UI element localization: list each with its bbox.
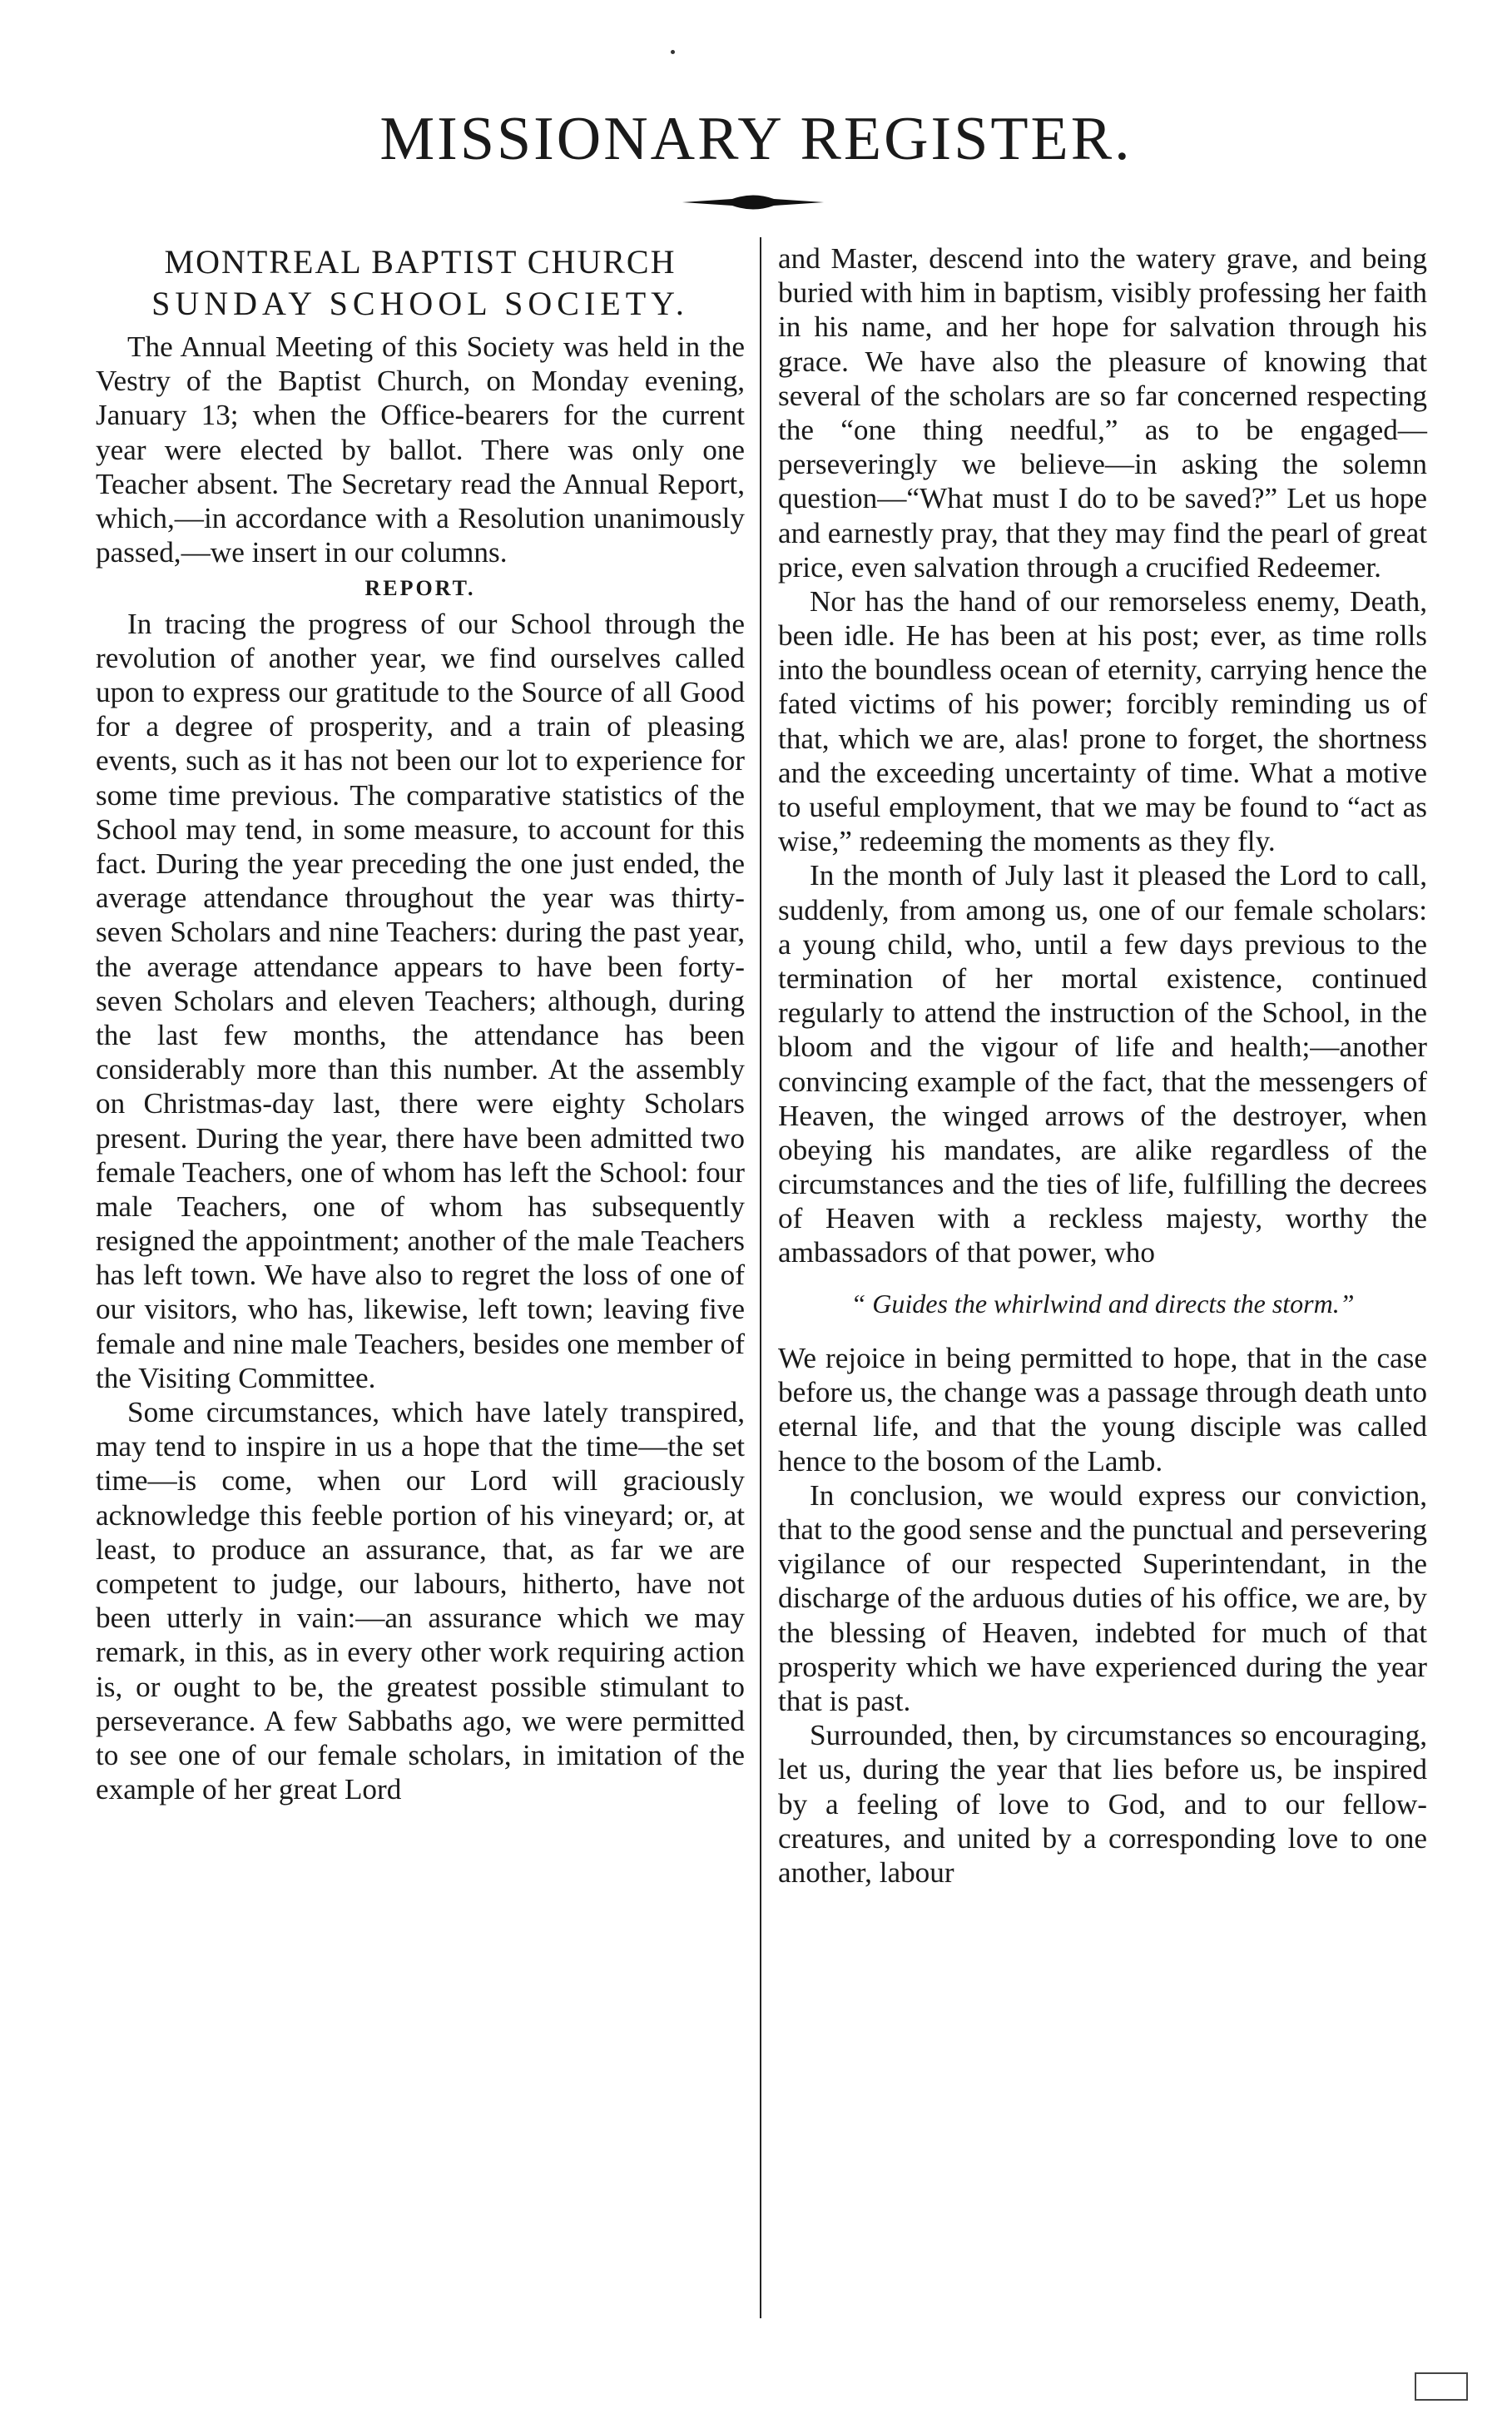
body-paragraph: In tracing the progress of our School through the revolution of another year, we find ourselves called upon to express our gratitude to the Source of all Good for a degree of prosperity, and a train of pleasing events, such as it has not been our lot to experience for some time previous. The comparative statistics of the School may tend, in some measure, to account for this fact. During the year preceding the one just ended, the average attendance throughout the year was thirty-seven Scholars and nine Teachers: during the past year, the average attendance appears to have been forty-seven Scholars and eleven Teachers; although, during the last few months, the attendance has been considerably more than this number. At the assembly on Christmas-day last, there were eighty Scholars present. During the year, there have been admitted two female Teachers, one of whom has left the School: four male Teachers, one of whom has subsequently resigned the appointment; another of the male Teachers has left town. We have also to regret the loss of one of our visitors, who has, likewise, left town; leaving five female and nine male Teachers, besides one member of the Visiting Committee. (96, 607, 745, 1394)
column-divider (760, 237, 761, 2318)
body-paragraph: Some circumstances, which have lately transpired, may tend to inspire in us a hope that the time—the set time—is come, when our Lord will graciously acknowledge this feeble portion of his vineyard; or, at least, to produce an assurance, that, as far we are competent to judge, our labours, hitherto, have not been utterly in vain:—an assurance which we may remark, in this, as in every other work requiring action is, or ought to be, the greatest possible stimulant to perseverance. A few Sabbaths ago, we were permitted to see one of our female scholars, in imitation of the example of her great Lord (96, 1396, 745, 1806)
left-column (96, 241, 745, 1806)
body-paragraph: In conclusion, we would express our conviction, that to the good sense and the punctual and persevering vigilance of our respected Superintendant, in the discharge of the arduous duties of his office, we are, by the blessing of Heaven, indebted for much of that prosperity which we have experienced during the year that is past. (778, 1478, 1427, 1717)
scan-corner-mark (1415, 2372, 1468, 2401)
body-paragraph: In the month of July last it pleased the Lord to call, suddenly, from among us, one of our female scholars: a young child, who, until a few days previous to the termination of her mortal existence, continued regularly to attend the instruction of the School, in the bloom and the vigour of life and health;—another convincing example of the fact, that the messengers of Heaven, the winged arrows of the destroyer, when obeying his mandates, are alike regardless of the circumstances and the ties of life, fulfilling the decrees of Heaven with a reckless majesty, worthy the ambassadors of that power, who (778, 859, 1427, 1269)
body-paragraph: Surrounded, then, by circumstances so encouraging, let us, during the year that lies before us, be inspired by a feeling of love to God, and to our fellow-creatures, and united by a corresponding love to one another, labour (778, 1719, 1427, 1889)
body-paragraph: We rejoice in being permitted to hope, that in the case before us, the change was a passage through death unto eternal life, and that the young disciple was called hence to the bosom of the Lamb. (778, 1342, 1427, 1478)
right-column (778, 241, 1427, 1890)
article-title-line2: SUNDAY SCHOOL SOCIETY. (151, 285, 689, 322)
intro-paragraph: The Annual Meeting of this Society was held in the Vestry of the Baptist Church, on Monday evening, January 13; when the Office-bearers for the current year were elected by ballot. There was only one Teacher absent. The Secretary read the Annual Report, which,—in accordance with a Resolution unanimously passed,—we insert in our columns. (96, 330, 745, 569)
quotation: “ Guides the whirlwind and directs the storm.” (850, 1288, 1355, 1319)
print-speck (671, 50, 675, 54)
body-paragraph: Nor has the hand of our remorseless enemy, Death, been idle. He has been at his post; ever, as time rolls into the boundless ocean of eternity, carrying hence the fated victims of his power; forcibly reminding us of that, which we are, alas! prone to forget, the shortness and the exceeding uncertainty of time. What a motive to useful employment, that we may be found to “act as wise,” redeeming the moments as they fly. (778, 584, 1427, 858)
section-heading: REPORT. (364, 576, 476, 601)
page-title: MISSIONARY REGISTER. (379, 105, 1133, 173)
article-title-line1: MONTREAL BAPTIST CHURCH (164, 243, 677, 281)
article-title (96, 241, 745, 325)
continued-paragraph: and Master, descend into the watery grave, and being buried with him in baptism, visibly professing her faith in his name, and her hope for salvation through his grace. We have also the pleasure of knowing that several of the scholars are so far concerned respecting the “one thing needful,” as to be engaged—perseveringly we believe—in asking the solemn question—“What must I do to be saved?” Let us hope and earnestly pray, that they may find the pearl of great price, even salvation through a crucified Redeemer. (778, 242, 1427, 584)
ornament-rule-icon (682, 190, 824, 215)
